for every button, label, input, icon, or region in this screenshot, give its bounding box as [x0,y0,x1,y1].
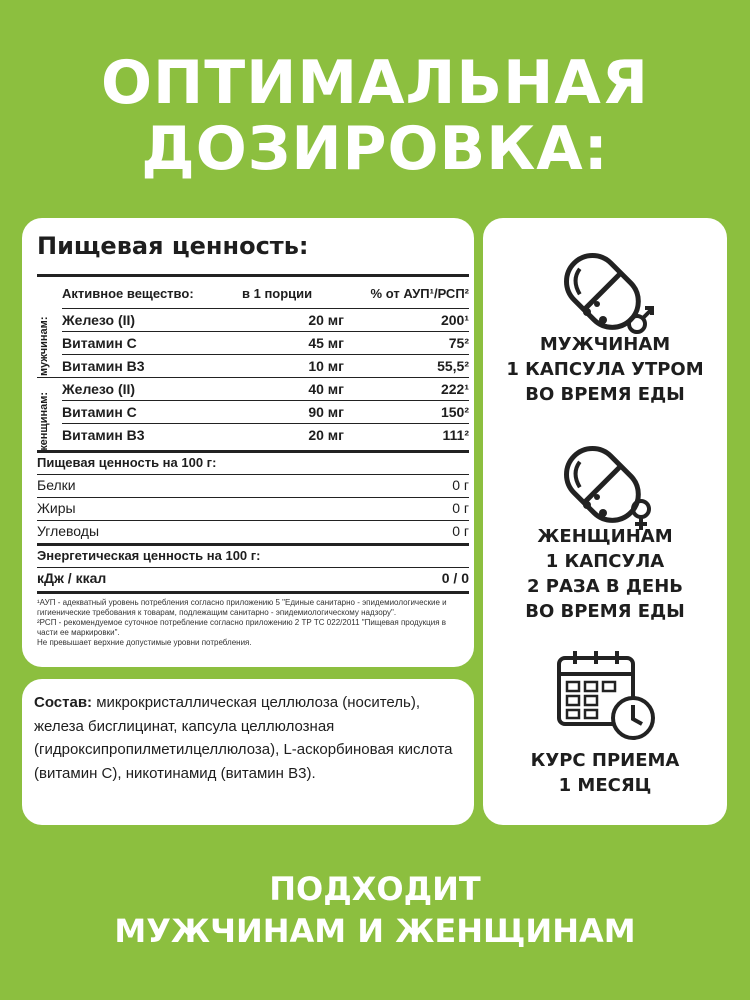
capsule-male-icon [557,240,657,340]
men-label: мужчинам: [38,316,50,376]
row-amount: 90 мг [308,404,344,420]
row-percent: 55,5² [437,358,469,374]
table-row [62,424,469,446]
table-row [37,475,469,497]
headline-line-2: ДОЗИРОВКА: [141,114,609,184]
table-row [62,332,469,354]
composition-text [34,691,464,785]
row-amount: 40 мг [308,381,344,397]
row-name: Витамин В3 [62,427,145,443]
col-percent-header: % от АУП¹/РСП² [370,286,469,301]
nutrition-card [22,218,474,667]
footer-line-1: ПОДХОДИТ [269,870,481,908]
calendar-clock-icon [555,648,659,744]
men-dosage-line: 1 КАПСУЛА УТРОМ [506,359,704,380]
row-amount: 10 мг [308,358,344,374]
divider [37,450,469,453]
headline-line-1: ОПТИМАЛЬНАЯ [101,48,649,118]
women-dosage-line: 2 РАЗА В ДЕНЬ [527,576,683,597]
row-amount: 45 мг [308,335,344,351]
dosage-card [483,218,727,825]
row-percent: 222¹ [440,381,469,397]
row-name: Железо (II) [62,312,136,328]
women-dosage-line: ВО ВРЕМЯ ЕДЫ [525,601,685,622]
row-amount: 20 мг [308,312,344,328]
table-row [62,309,469,331]
col-portion-header: в 1 порции [242,286,313,301]
row-amount: 20 мг [308,427,344,443]
row-value: 0 г [452,477,469,493]
row-name: Белки [37,477,76,493]
women-dosage-line: ЖЕНЩИНАМ [537,526,673,547]
row-value: 0 г [452,500,469,516]
composition-label: Состав: [34,694,93,711]
table-row [37,568,469,590]
row-name: Железо (II) [62,381,136,397]
divider [37,543,469,546]
row-name: Жиры [37,500,76,516]
capsule-female-icon [557,433,657,533]
composition-card [22,679,474,825]
table-row [37,498,469,520]
nutrition-title: Пищевая ценность: [37,232,309,260]
row-name: Углеводы [37,523,100,539]
row-percent: 200¹ [440,312,469,328]
row-percent: 75² [448,335,469,351]
footnote: Не превышает верхние допустимые уровни потребления. [37,638,252,647]
women-dosage-line: 1 КАПСУЛА [545,551,665,572]
per100-title: Пищевая ценность на 100 г: [37,455,217,470]
footer-line-2: МУЖЧИНАМ И ЖЕНЩИНАМ [114,912,636,950]
row-percent: 111² [442,427,469,443]
divider [37,591,469,594]
footnote: ²РСП - рекомендуемое суточное потребление согласно приложению 2 ТР ТС 022/2011 "Пищевая продукция в части ее маркировки". [37,618,447,637]
row-value: 0 / 0 [441,570,469,586]
row-name: кДж / ккал [37,570,107,586]
table-row [62,401,469,423]
row-name: Витамин С [62,404,137,420]
row-name: Витамин В3 [62,358,145,374]
men-dosage-line: ВО ВРЕМЯ ЕДЫ [525,384,685,405]
table-row [62,378,469,400]
table-row [62,355,469,377]
course-line: КУРС ПРИЕМА [530,750,680,771]
composition-body: микрокристаллическая целлюлоза (носитель), железа бисглицинат, капсула целлюлозная (гидроксипропилметилцеллюлоза), L-аскорбиновая кислота (витамин С), никотинамид (витамин В3). [34,694,453,782]
table-row [37,521,469,543]
footnote: ¹АУП - адекватный уровень потребления согласно приложению 5 "Единые санитарно - эпидемиологические и гигиенические требования к товарам, подлежащим санитарно - эпидемиологическому надзору". [37,598,447,617]
row-percent: 150² [440,404,469,420]
col-substance-header: Активное вещество: [62,286,194,301]
men-dosage-line: МУЖЧИНАМ [539,334,671,355]
women-label: женщинам: [38,391,50,453]
men-dosage [483,332,727,407]
divider [37,274,469,277]
course-info [483,748,727,798]
course-line: 1 МЕСЯЦ [558,775,652,796]
row-name: Витамин С [62,335,137,351]
row-value: 0 г [452,523,469,539]
energy-title: Энергетическая ценность на 100 г: [37,548,261,563]
women-dosage [483,524,727,624]
